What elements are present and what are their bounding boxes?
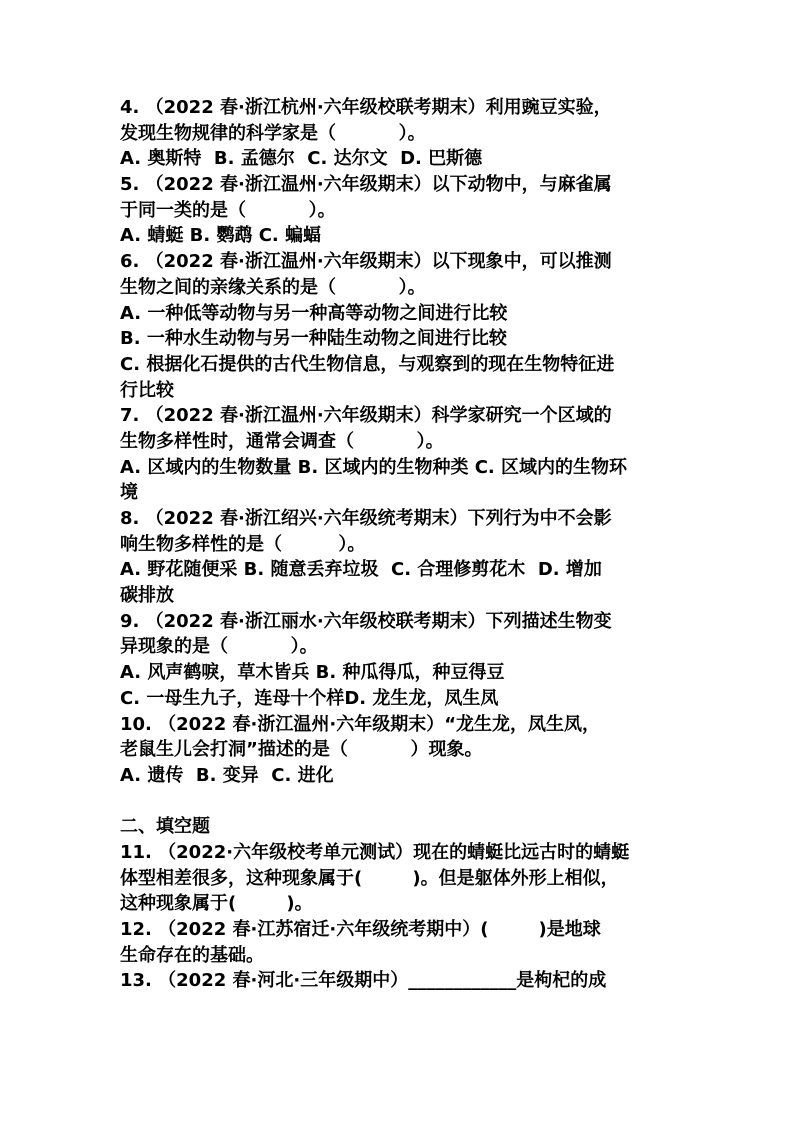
question-4 xyxy=(120,95,700,172)
question-11 xyxy=(120,840,700,917)
question-10 xyxy=(120,712,700,789)
question-6 xyxy=(120,249,700,403)
question-13 xyxy=(120,968,700,994)
question-line: 4. （2022 春·浙江杭州·六年级校联考期末）利用豌豆实验， xyxy=(120,97,612,118)
question-line: 生命存在的基础。 xyxy=(120,944,264,966)
question-5 xyxy=(120,172,700,249)
section-title: 二、填空题 xyxy=(120,816,210,838)
question-line: 10. （2022 春·浙江温州·六年级期末）“龙生龙，凤生凤， xyxy=(120,713,601,735)
question-line: 异现象的是（ ）。 xyxy=(120,636,318,658)
answer-options: A. 遗传 B. 变异 C. 进化 xyxy=(120,764,334,786)
question-7 xyxy=(120,403,700,506)
question-12 xyxy=(120,917,700,968)
answer-options: A. 奥斯特 B. 孟德尔 C. 达尔文 D. 巴斯德 xyxy=(120,148,483,170)
answer-option-c-cont: 行比较 xyxy=(120,379,174,401)
answer-options: A. 风声鹤唳，草木皆兵 B. 种瓜得瓜，种豆得豆 xyxy=(120,662,505,684)
question-line: 发现生物规律的科学家是（ ）。 xyxy=(120,122,426,144)
answer-options: A. 区域内的生物数量 B. 区域内的生物种类 C. 区域内的生物环 xyxy=(120,456,628,478)
question-line: 响生物多样性的是（ ）。 xyxy=(120,533,366,555)
answer-options: C. 一母生九子，连母十个样D. 龙生龙，凤生凤 xyxy=(120,687,499,709)
document-page xyxy=(120,95,700,994)
question-line: 生物多样性时，通常会调查（ ）。 xyxy=(120,430,444,452)
question-line: 老鼠生儿会打洞”描述的是（ ）现象。 xyxy=(120,739,483,761)
question-line: 体型相差很多，这种现象属于( )。但是躯体外形上相似， xyxy=(120,867,619,889)
question-line: 7. （2022 春·浙江温州·六年级期末）科学家研究一个区域的 xyxy=(120,405,612,427)
question-line: 9. （2022 春·浙江丽水·六年级校联考期末）下列描述生物变 xyxy=(120,610,612,632)
question-line: 8. （2022 春·浙江绍兴·六年级统考期末）下列行为中不会影 xyxy=(120,508,612,529)
answer-options-cont: 碳排放 xyxy=(120,585,174,607)
question-line: 11. （2022·六年级校考单元测试）现在的蜻蜓比远古时的蜻蜓 xyxy=(120,841,630,863)
answer-option-c: C. 根据化石提供的古代生物信息，与观察到的现在生物特征进 xyxy=(120,353,615,375)
question-line: 12. （2022 春·江苏宿迁·六年级统考期中）( )是地球 xyxy=(120,919,601,940)
question-8 xyxy=(120,506,700,609)
answer-options: A. 蜻蜓 B. 鹦鹉 C. 蝙蝠 xyxy=(120,225,322,247)
answer-options: A. 野花随便采 B. 随意丢弃垃圾 C. 合理修剪花木 D. 增加 xyxy=(120,559,602,581)
question-9 xyxy=(120,609,700,712)
question-line: 5. （2022 春·浙江温州·六年级期末）以下动物中，与麻雀属 xyxy=(120,174,612,196)
answer-options-cont: 境 xyxy=(120,482,138,504)
question-line: 于同一类的是（ ）。 xyxy=(120,199,336,221)
question-line: 6. （2022 春·浙江温州·六年级期末）以下现象中，可以推测 xyxy=(120,251,612,273)
question-line: 生物之间的亲缘关系的是（ ）。 xyxy=(120,276,426,298)
answer-option-b: B. 一种水生动物与另一种陆生动物之间进行比较 xyxy=(120,328,507,350)
answer-option-a: A. 一种低等动物与另一种高等动物之间进行比较 xyxy=(120,302,508,324)
question-line: 这种现象属于( )。 xyxy=(120,893,313,915)
question-line: 13. （2022 春·河北·三年级期中）____________是枸杞的成 xyxy=(120,970,607,992)
spacer xyxy=(120,789,700,815)
